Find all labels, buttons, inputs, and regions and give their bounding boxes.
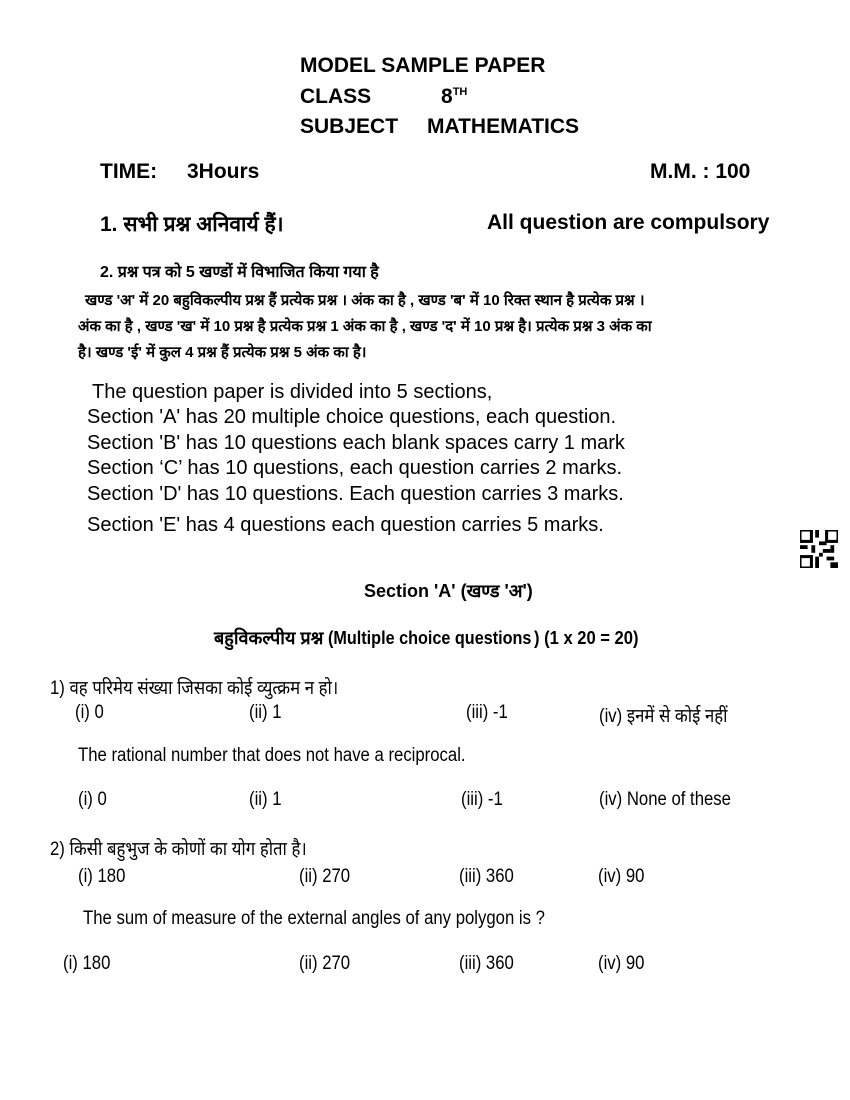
subject-label: SUBJECT xyxy=(300,115,399,138)
option: (iii) -1 xyxy=(466,702,508,723)
question-1-english: The rational number that does not have a reciprocal. xyxy=(78,745,466,766)
option: (ii) 1 xyxy=(249,789,282,810)
option: (i) 0 xyxy=(78,789,107,810)
instruction-english-line: Section 'A' has 20 multiple choice questions, each question. xyxy=(87,406,617,428)
option: (iv) None of these xyxy=(599,789,731,810)
subtitle-hindi: बहुविकल्पीय प्रश्न xyxy=(214,628,324,648)
option: (i) 180 xyxy=(78,866,126,887)
option: (iv) इनमें से कोई नहीं xyxy=(599,706,728,727)
section-title: Section 'A' (खण्ड 'अ') xyxy=(364,581,533,601)
paper-title: MODEL SAMPLE PAPER xyxy=(300,54,546,77)
instruction-english-line: Section ‘C’ has 10 questions, each question carries 2 marks. xyxy=(87,457,623,479)
time-label: TIME: xyxy=(100,160,158,183)
instruction-english-line: The question paper is divided into 5 sections, xyxy=(92,381,493,403)
section-subtitle xyxy=(214,626,648,650)
instruction-hindi-line: खण्ड 'अ' में 20 बहुविकल्पीय प्रश्न हैं प्रत्येक प्रश्न । अंक का है , खण्ड 'ब' में 10 रिक्त स्थान है प्रत्येक प्रश्न । xyxy=(85,292,645,309)
subtitle-marks: ) (1 x 20 = 20) xyxy=(534,628,639,648)
option: (iv) 90 xyxy=(598,866,645,887)
option: (iii) 360 xyxy=(459,866,514,887)
question-2-hindi: 2) किसी बहुभुज के कोणों का योग होता है। xyxy=(50,839,307,860)
instruction-hindi-line: है। खण्ड 'ई' में कुल 4 प्रश्न हैं प्रत्येक प्रश्न 5 अंक का है। xyxy=(78,344,367,361)
option: (iii) -1 xyxy=(461,789,503,810)
subtitle-english: (Multiple choice questions xyxy=(328,628,532,648)
instruction-english-line: Section 'D' has 10 questions. Each question carries 3 marks. xyxy=(87,483,624,505)
class-number: 8 xyxy=(441,85,453,108)
option: (iii) 360 xyxy=(459,953,514,974)
question-2-english: The sum of measure of the external angles of any polygon is ? xyxy=(83,908,545,929)
class-value xyxy=(441,85,467,109)
option: (ii) 270 xyxy=(299,953,351,974)
qr-code-icon xyxy=(800,530,838,568)
class-suffix: TH xyxy=(452,86,468,98)
instruction-hindi-line: अंक का है , खण्ड 'ख' में 10 प्रश्न है प्रत्येक प्रश्न 1 अंक का है , खण्ड 'द' में 10 प्रश्न है। प्रत्येक प्रश्न 3 अंक का xyxy=(78,318,652,335)
class-label: CLASS xyxy=(300,85,372,108)
question-1-hindi: 1) वह परिमेय संख्या जिसका कोई व्युत्क्रम न हो। xyxy=(50,678,339,699)
instruction-english-line: Section 'E' has 4 questions each question carries 5 marks. xyxy=(87,514,604,536)
subject-value: MATHEMATICS xyxy=(427,115,580,138)
instruction-1-english: All question are compulsory xyxy=(487,211,770,234)
option: (iv) 90 xyxy=(598,953,645,974)
time-value: 3Hours xyxy=(187,160,260,183)
instruction-2-hindi-title: 2. प्रश्न पत्र को 5 खण्डों में विभाजित किया गया है xyxy=(100,264,379,281)
option: (i) 0 xyxy=(75,702,104,723)
option: (ii) 1 xyxy=(249,702,282,723)
option: (i) 180 xyxy=(63,953,111,974)
instruction-1-hindi: 1. सभी प्रश्न अनिवार्य हैं। xyxy=(100,213,284,236)
option: (ii) 270 xyxy=(299,866,351,887)
instruction-english-line: Section 'B' has 10 questions each blank spaces carry 1 mark xyxy=(87,432,625,454)
max-marks: M.M. : 100 xyxy=(650,160,751,183)
